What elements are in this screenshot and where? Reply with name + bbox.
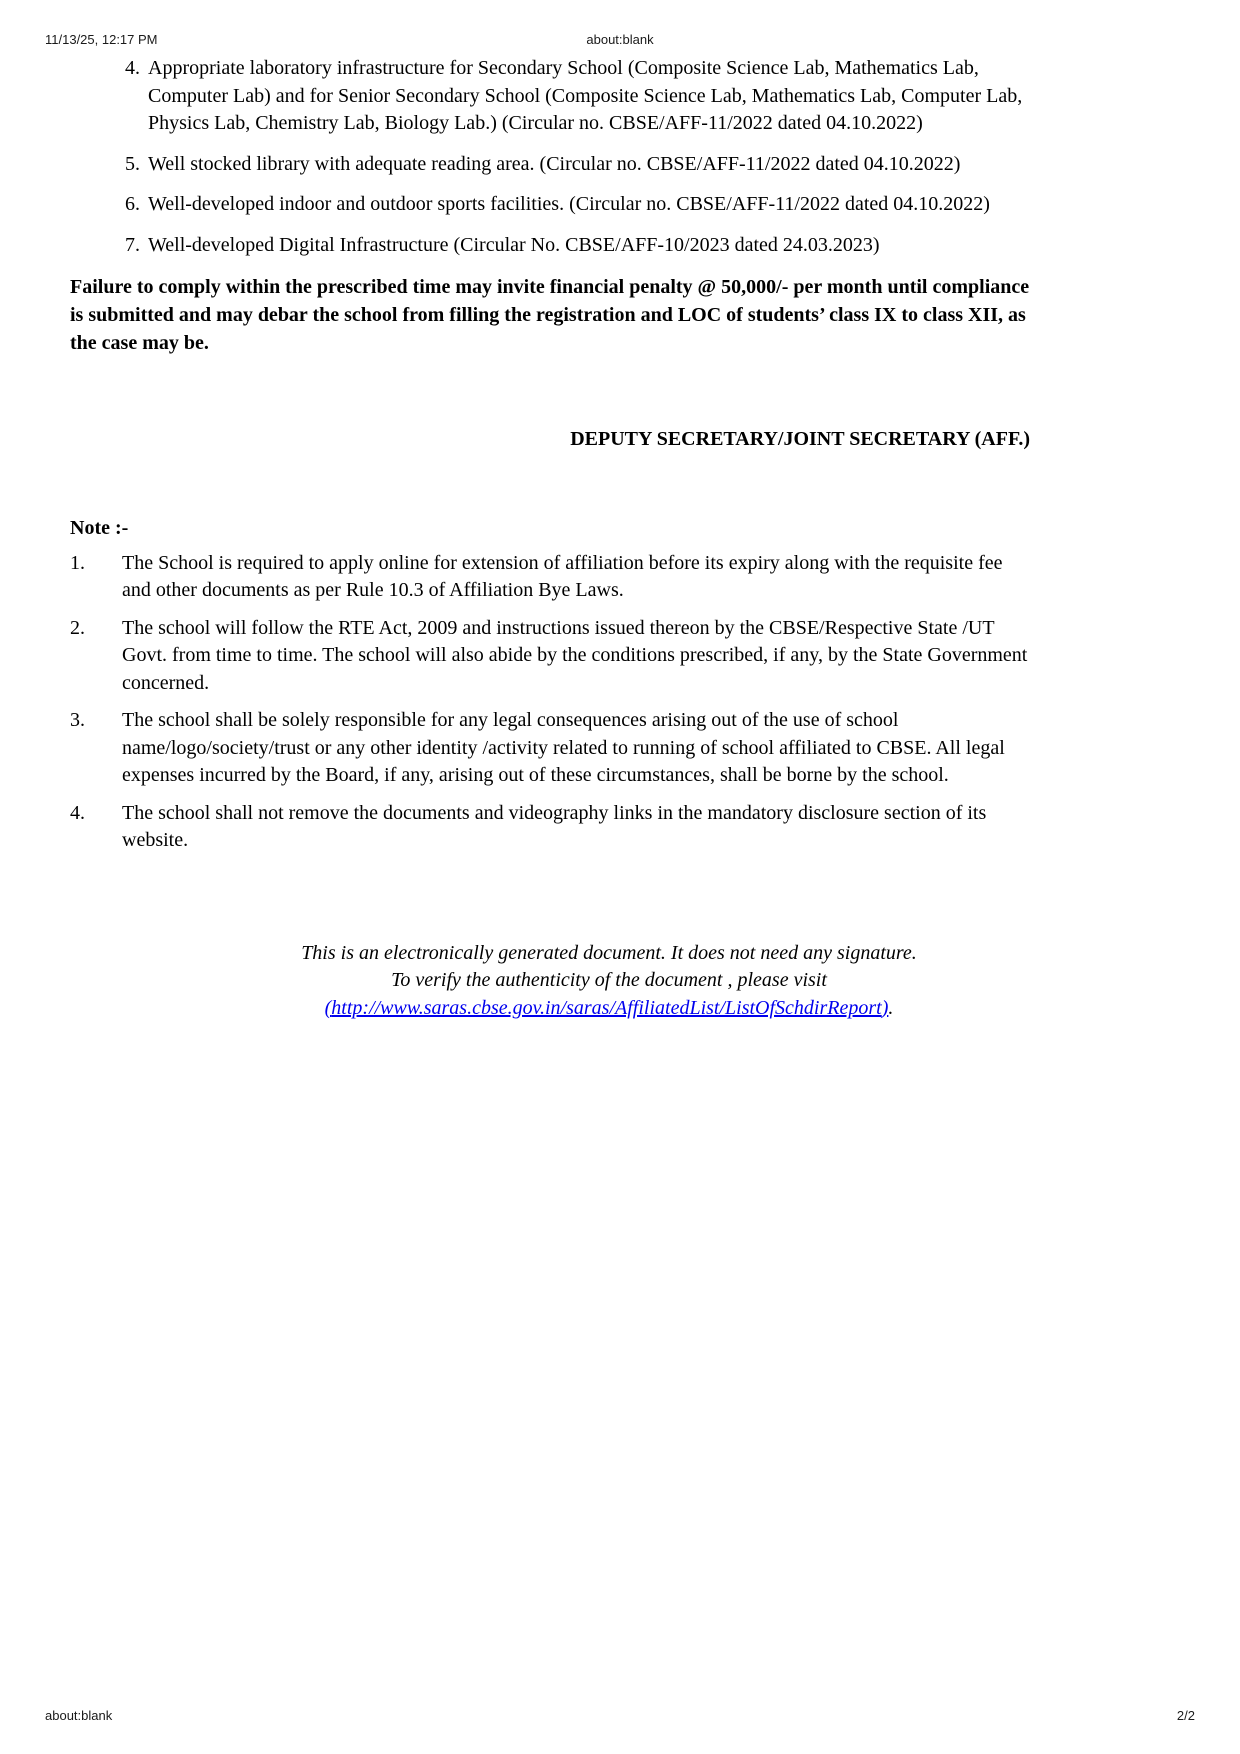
item-text: The school shall not remove the documents and videography links in the mandatory disclosure section of its website. — [122, 801, 987, 851]
item-number: 5. — [125, 152, 140, 175]
item-number: 7. — [125, 233, 140, 256]
item-number: 2. — [70, 616, 85, 639]
footer-page-number: 2/2 — [1176, 1708, 1195, 1723]
requirement-item-5 — [70, 151, 1030, 179]
item-number: 4. — [70, 801, 85, 824]
requirement-item-7 — [70, 232, 1030, 260]
note-item-1 — [70, 550, 1030, 605]
item-text: The school will follow the RTE Act, 2009 and instructions issued thereon by the CBSE/Respective State /UT Govt. from time to time. The school will also abide by the conditions prescribed, if any, by the State Government concerned. — [122, 616, 1028, 694]
document-content — [70, 55, 1030, 1022]
verification-line3 — [0, 995, 1218, 1023]
item-number: 1. — [70, 551, 85, 574]
penalty-notice-paragraph: Failure to comply within the prescribed time may invite financial penalty @ 50,000/- per month until compliance is submitted and may debar the school from filling the registration and LOC of students’ class IX to class XII, as the case may be. — [70, 276, 1030, 354]
footer-url: about:blank — [45, 1708, 113, 1723]
header-datetime: 11/13/25, 12:17 PM — [45, 32, 158, 47]
link-close-paren: ) — [881, 996, 889, 1019]
signatory-line: DEPUTY SECRETARY/JOINT SECRETARY (AFF.) — [570, 428, 1030, 450]
print-footer — [45, 1708, 1195, 1723]
note-heading: Note :- — [70, 517, 129, 539]
note-list — [70, 550, 1030, 855]
note-item-4 — [70, 800, 1030, 855]
verification-block — [0, 940, 1218, 1023]
sentence-period: . — [888, 996, 894, 1019]
note-item-3 — [70, 707, 1030, 790]
link-open-paren: ( — [324, 996, 332, 1019]
verification-line2: To verify the authenticity of the document , please visit — [391, 969, 827, 991]
item-text: Well-developed Digital Infrastructure (Circular No. CBSE/AFF-10/2023 dated 24.03.2023) — [148, 233, 880, 256]
item-text: The school shall be solely responsible for any legal consequences arising out of the use of school name/logo/society/trust or any other identity /activity related to running of school affiliated to CBSE. All legal expenses incurred by the Board, if any, arising out of these circumstances, shall be borne by the school. — [122, 709, 1005, 786]
item-text: Well-developed indoor and outdoor sports facilities. (Circular no. CBSE/AFF-11/2022 dated 04.10.2022) — [148, 193, 990, 215]
verification-line1: This is an electronically generated document. It does not need any signature. — [301, 941, 917, 964]
requirement-item-6 — [70, 191, 1030, 219]
item-text: The School is required to apply online for extension of affiliation before its expiry along with the requisite fee and other documents as per Rule 10.3 of Affiliation Bye Laws. — [122, 551, 1003, 601]
note-item-2 — [70, 615, 1030, 698]
item-number: 3. — [70, 709, 85, 731]
item-number: 6. — [125, 193, 140, 215]
verification-link[interactable]: http://www.saras.cbse.gov.in/saras/AffiliatedList/ListOfSchdirReport — [331, 996, 882, 1019]
item-text: Well stocked library with adequate reading area. (Circular no. CBSE/AFF-11/2022 dated 04.10.2022) — [148, 152, 961, 175]
header-title: about:blank — [586, 32, 654, 47]
requirement-item-4 — [70, 55, 1030, 138]
print-header — [45, 32, 1195, 47]
requirements-list — [70, 55, 1030, 259]
item-number: 4. — [125, 57, 140, 79]
item-text: Appropriate laboratory infrastructure for Secondary School (Composite Science Lab, Mathematics Lab, Computer Lab) and for Senior Secondary School (Composite Science Lab, Mathematics Lab, Computer Lab, Physics Lab, Chemistry Lab, Biology Lab.) (Circular no. CBSE/AFF-11/2022 dated 04.10.2022) — [148, 57, 1023, 134]
